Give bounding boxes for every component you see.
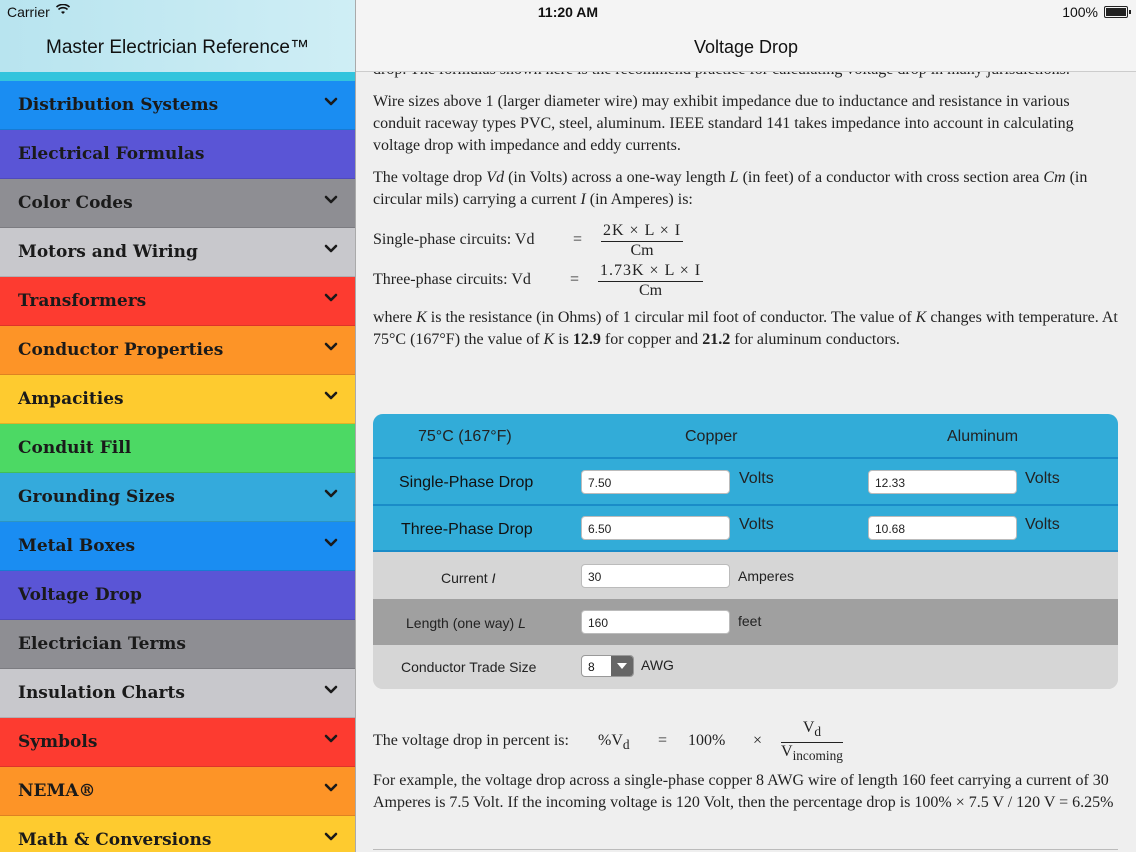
sidebar-item-color-codes[interactable] — [0, 179, 355, 228]
sidebar-item-insulation-charts[interactable] — [0, 669, 355, 718]
sidebar-item-label: Distribution Systems — [18, 95, 219, 115]
sidebar-item-label: Metal Boxes — [18, 536, 136, 556]
trade-size-unit: AWG — [641, 657, 674, 673]
sidebar-item-label: Symbols — [18, 732, 98, 752]
sidebar-item-conduit-fill[interactable] — [0, 424, 355, 473]
sidebar-item-label: Electrical Formulas — [18, 144, 205, 164]
chevron-down-icon[interactable] — [323, 486, 339, 502]
trade-size-row — [373, 645, 1118, 689]
three-phase-formula: Three-phase circuits: Vd = $\frac{1.73K \times L \times I}{Cm}$ — [373, 262, 702, 299]
sidebar-item-metal-boxes[interactable] — [0, 522, 355, 571]
sidebar-item-label: Conduit Fill — [18, 438, 132, 458]
sidebar-item-nema[interactable] — [0, 767, 355, 816]
battery-percentage: 100% — [1062, 4, 1098, 20]
length-input[interactable]: 160 — [581, 610, 730, 634]
sidebar — [0, 0, 355, 852]
resistance-paragraph: where K is the resistance (in Ohms) of 1 circular mil foot of conductor. The value of K changes with temperature. At 75°C (167°F) the value of K is 12.9 for copper and 21.2 for aluminum conductors. — [373, 309, 1118, 348]
single-phase-drop-label: Single-Phase Drop — [399, 474, 534, 491]
content-text — [373, 59, 1118, 361]
sidebar-item-label: Voltage Drop — [18, 585, 142, 605]
single-phase-fraction: $\frac{2K \times L \times I}{Cm}$ — [603, 222, 682, 259]
sidebar-item-label: NEMA® — [18, 781, 96, 801]
single-phase-aluminum-unit: Volts — [1025, 470, 1060, 487]
sidebar-item-grounding-sizes[interactable] — [0, 473, 355, 522]
voltage-drop-calculator — [373, 414, 1118, 689]
sidebar-item-math-conversions[interactable] — [0, 816, 355, 852]
content-bottom-rule — [373, 849, 1118, 850]
definition-paragraph: The voltage drop Vd (in Volts) across a one-way length L (in feet) of a conductor with cross section area Cm (in circular mils) carrying a current I (in Amperes) is: — [373, 169, 1088, 208]
sidebar-item-symbols[interactable] — [0, 718, 355, 767]
percentage-fraction: $V_d$ $V_{incoming}$ — [781, 719, 843, 764]
chevron-down-icon[interactable] — [323, 192, 339, 208]
current-row — [373, 554, 1118, 599]
clock: 11:20 AM — [537, 4, 599, 20]
length-unit: feet — [738, 613, 762, 629]
single-phase-copper-field[interactable]: 7.50 — [581, 470, 730, 494]
single-phase-aluminum-field[interactable]: 12.33 — [868, 470, 1017, 494]
trade-size-select[interactable]: 8 — [581, 655, 634, 677]
example-paragraph: For example, the voltage drop across a single-phase copper 8 AWG wire of length 160 feet carrying a current of 30 Amperes is 7.5 Volt. If the incoming voltage is 120 Volt, then the percentage drop is 100% × 7.5 V / 120 V = 6.25% — [373, 772, 1114, 811]
single-phase-formula: Single-phase circuits: Vd = $\frac{2K \times L \times I}{Cm}$ — [373, 222, 682, 259]
copper-header: Copper — [685, 428, 738, 445]
current-unit: Amperes — [738, 568, 795, 584]
sidebar-scroll-peek — [0, 72, 355, 81]
sidebar-item-electrical-formulas[interactable] — [0, 130, 355, 179]
sidebar-item-label: Electrician Terms — [18, 634, 186, 654]
percentage-section — [373, 718, 1118, 814]
sidebar-item-label: Motors and Wiring — [18, 242, 198, 262]
sidebar-item-label: Conductor Properties — [18, 340, 224, 360]
three-phase-aluminum-unit: Volts — [1025, 516, 1060, 533]
chevron-down-icon[interactable] — [323, 290, 339, 306]
current-label: Current I — [441, 570, 496, 586]
dropdown-arrow-icon — [611, 656, 633, 676]
sidebar-item-motors-and-wiring[interactable] — [0, 228, 355, 277]
chevron-down-icon[interactable] — [323, 535, 339, 551]
three-phase-copper-field[interactable]: 6.50 — [581, 516, 730, 540]
single-phase-copper-unit: Volts — [739, 470, 774, 487]
three-phase-copper-unit: Volts — [739, 516, 774, 533]
three-phase-aluminum-field[interactable]: 10.68 — [868, 516, 1017, 540]
impedance-paragraph: Wire sizes above 1 (larger diameter wire) may exhibit impedance due to inductance and resistance in various conduit raceway types PVC, steel, aluminum. IEEE standard 141 takes impedance into account in calculating voltage drop with impedance and eddy currents. — [373, 93, 1074, 154]
percentage-formula: The voltage drop in percent is: $\%V_d$ = 100% × $V_d$ $V_{incoming}$ — [373, 719, 843, 764]
calculator-header — [373, 414, 1118, 457]
sidebar-item-label: Insulation Charts — [18, 683, 185, 703]
length-row — [373, 599, 1118, 645]
chevron-down-icon[interactable] — [323, 780, 339, 796]
sidebar-item-ampacities[interactable] — [0, 375, 355, 424]
single-phase-drop-row — [373, 457, 1118, 504]
trade-size-label: Conductor Trade Size — [401, 659, 537, 675]
sidebar-menu — [0, 81, 355, 852]
app-title: Master Electrician Reference™ — [46, 37, 309, 58]
chevron-down-icon[interactable] — [323, 388, 339, 404]
length-label: Length (one way) L — [406, 615, 526, 631]
three-phase-drop-label: Three-Phase Drop — [401, 521, 533, 538]
sidebar-item-distribution-systems[interactable] — [0, 81, 355, 130]
sidebar-item-electrician-terms[interactable] — [0, 620, 355, 669]
sidebar-item-voltage-drop[interactable] — [0, 571, 355, 620]
sidebar-item-label: Ampacities — [18, 389, 124, 409]
three-phase-drop-row — [373, 504, 1118, 552]
status-bar — [0, 0, 1136, 24]
page-title: Voltage Drop — [693, 37, 799, 57]
carrier-label: Carrier — [7, 4, 50, 20]
split-divider — [355, 0, 356, 852]
chevron-down-icon[interactable] — [323, 94, 339, 110]
temperature-header: 75°C (167°F) — [418, 428, 512, 445]
main-pane — [356, 0, 1136, 852]
aluminum-header: Aluminum — [947, 428, 1019, 445]
battery-icon — [1104, 6, 1128, 18]
chevron-down-icon[interactable] — [323, 682, 339, 698]
sidebar-item-label: Grounding Sizes — [18, 487, 175, 507]
three-phase-fraction: $\frac{1.73K \times L \times I}{Cm}$ — [600, 262, 702, 299]
sidebar-item-transformers[interactable] — [0, 277, 355, 326]
sidebar-item-label: Transformers — [18, 291, 147, 311]
chevron-down-icon[interactable] — [323, 241, 339, 257]
sidebar-item-label: Math & Conversions — [18, 830, 212, 850]
chevron-down-icon[interactable] — [323, 731, 339, 747]
chevron-down-icon[interactable] — [323, 339, 339, 355]
current-input[interactable]: 30 — [581, 564, 730, 588]
sidebar-item-conductor-properties[interactable] — [0, 326, 355, 375]
chevron-down-icon[interactable] — [323, 829, 339, 845]
sidebar-item-label: Color Codes — [18, 193, 133, 213]
